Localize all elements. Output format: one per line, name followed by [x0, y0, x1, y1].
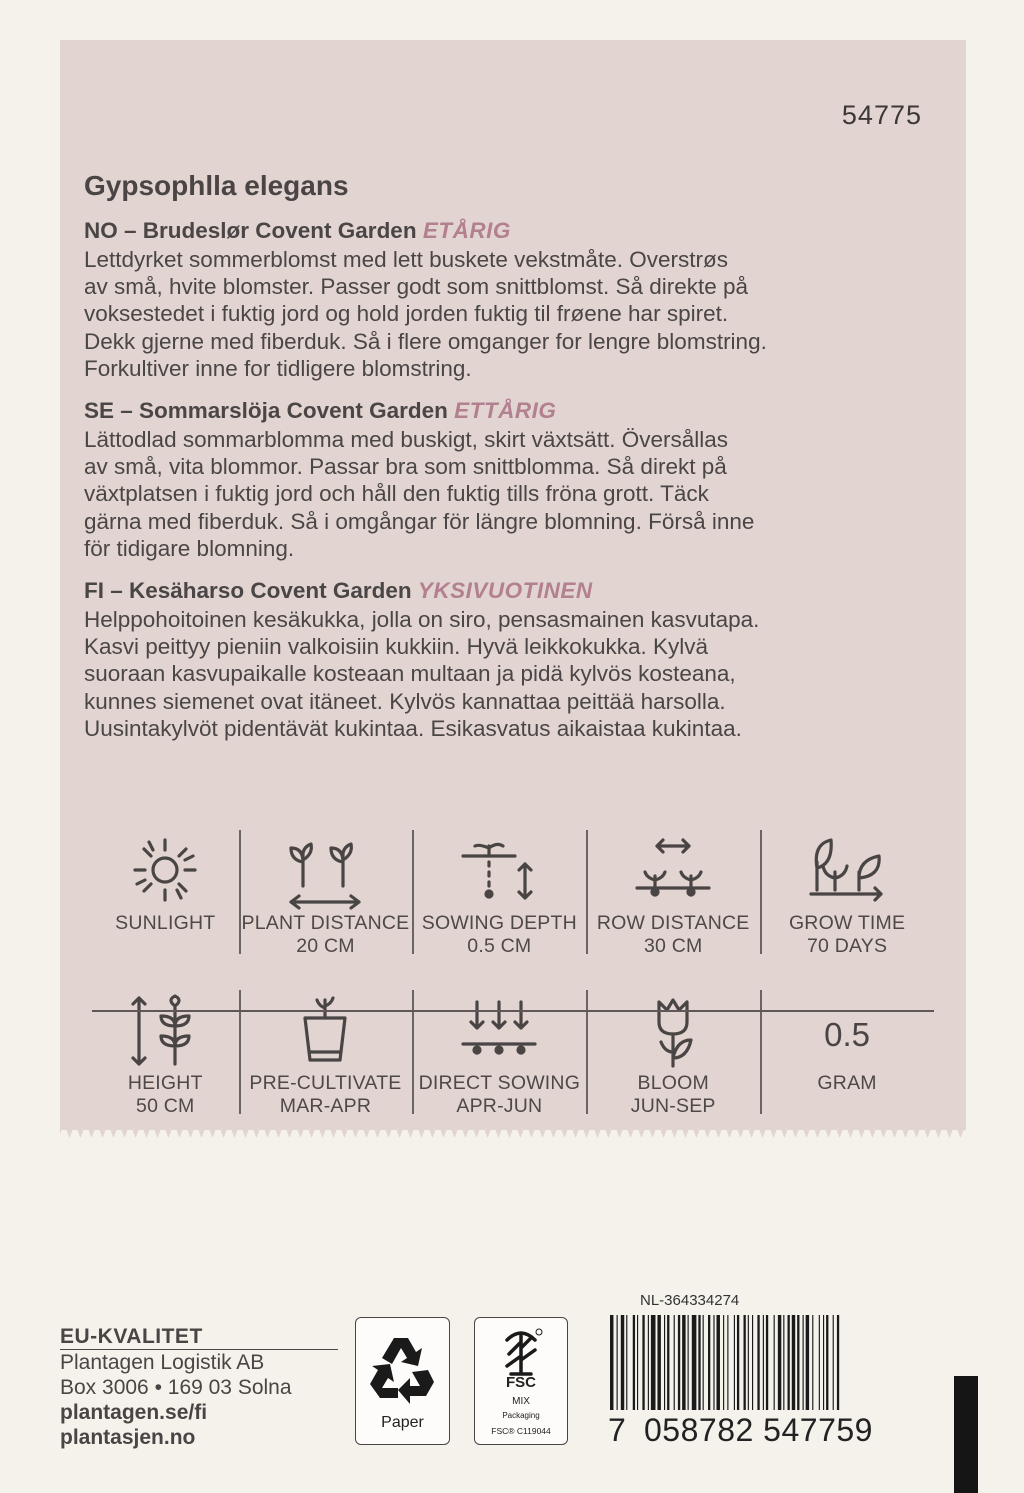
sku-number: 54775	[841, 100, 922, 130]
lang-heading	[84, 216, 954, 246]
lang-title: SE – Sommarslöja Covent Garden	[84, 398, 448, 424]
recycle-badge	[355, 1317, 450, 1445]
text-line: gärna med fiberduk. Så i omgångar för längre blomning. Förså inne	[84, 508, 755, 534]
spec-label: PLANT DISTANCE	[241, 912, 410, 934]
text-line: av små, hvite blomster. Passer godt som snittblomst. Så direkte på	[84, 274, 749, 300]
grow-time-icon	[807, 832, 887, 910]
text-line: suoraan kasvupaikalle kosteaan multaan ja pidä kylvös kosteana,	[84, 661, 736, 687]
spec-row-distance	[586, 830, 760, 957]
spec-gram	[760, 990, 934, 1114]
spec-divider	[92, 1010, 934, 1012]
row-distance-icon	[633, 832, 713, 910]
spec-sowing-depth	[412, 830, 586, 957]
lang-body	[84, 426, 954, 562]
fsc-tree-icon	[475, 1322, 567, 1382]
spec-caption	[760, 912, 934, 958]
text-line: Helppohoitoinen kesäkukka, jolla on siro, pensasmainen kasvutapa.	[84, 607, 760, 633]
sowing-depth-icon	[459, 832, 539, 910]
direct-sowing-icon	[459, 992, 539, 1070]
height-icon	[125, 992, 205, 1070]
barcode-number: 058782 547759	[644, 1412, 873, 1448]
spec-caption	[586, 912, 760, 958]
fsc-badge	[474, 1317, 568, 1445]
recycle-label: Paper	[381, 1414, 424, 1431]
barcode-digits	[608, 1412, 924, 1448]
spec-caption	[760, 1072, 934, 1095]
spec-label: GRAM	[817, 1072, 877, 1094]
lang-heading	[84, 576, 954, 606]
spec-value: APR-JUN	[456, 1095, 543, 1117]
spec-value: MAR-APR	[279, 1095, 372, 1117]
barcode-icon	[608, 1315, 928, 1415]
spec-caption	[92, 912, 239, 935]
spec-value: 0.5 CM	[467, 935, 532, 957]
lang-tag: ETÅRIG	[422, 218, 511, 243]
spec-label: ROW DISTANCE	[596, 912, 750, 934]
gram-value: 0.5	[824, 1016, 871, 1053]
spec-value: 20 CM	[296, 935, 355, 957]
fsc-packaging: Packaging	[502, 1411, 540, 1420]
description-no	[84, 216, 954, 382]
lang-tag: ETTÅRIG	[454, 398, 557, 424]
text-line: för tidigare blomning.	[84, 535, 295, 561]
species-name: Gypsophlla elegans	[84, 170, 349, 201]
spec-caption	[412, 912, 586, 958]
spec-label: BLOOM	[637, 1072, 709, 1094]
spec-value: 50 CM	[136, 1095, 195, 1117]
fsc-mix: MIX	[512, 1396, 530, 1407]
text-line: Uusintakylvöt pidentävät kukintaa. Esikasvatus aikaistaa kukintaa.	[84, 715, 742, 741]
website-fi: plantagen.se/fi	[60, 1401, 208, 1424]
spec-bloom	[586, 990, 760, 1117]
spec-row	[92, 830, 934, 957]
recycle-icon	[356, 1324, 449, 1414]
spec-caption	[239, 912, 413, 958]
tulip-icon	[633, 992, 713, 1070]
spec-value: JUN-SEP	[630, 1095, 716, 1117]
spec-caption	[92, 1072, 239, 1118]
spec-value: 70 DAYS	[806, 935, 888, 957]
sun-icon	[127, 832, 203, 908]
text-line: voksestedet i fuktig jord og hold jorden fuktig til frøene har spiret.	[84, 301, 729, 327]
plant-distance-icon	[285, 832, 365, 910]
company-address: Box 3006 • 169 03 Solna	[60, 1376, 292, 1399]
spec-value: 30 CM	[643, 935, 703, 957]
spec-direct-sowing	[412, 990, 586, 1117]
spec-caption	[239, 1072, 413, 1118]
text-line: kunnes siemenet ovat itäneet. Kylvös kannattaa peittää harsolla.	[84, 688, 726, 714]
text-line: Kasvi peittyy pieniin valkoisiin kukkiin. Hyvä leikkokukka. Kylvä	[84, 634, 709, 660]
registration-mark	[954, 1376, 978, 1493]
spec-row	[92, 990, 934, 1117]
lang-body	[84, 606, 954, 742]
spec-label: SOWING DEPTH	[421, 912, 577, 934]
nl-code: NL-364334274	[640, 1292, 740, 1309]
spec-caption	[412, 1072, 586, 1118]
text-line: Dekk gjerne med fiberduk. Så i flere omganger for lengre blomstring.	[84, 328, 767, 354]
quality-label: EU-KVALITET	[60, 1324, 338, 1350]
description-fi	[84, 576, 954, 742]
company-name: Plantagen Logistik AB	[60, 1351, 265, 1374]
lang-title: FI – Kesäharso Covent Garden	[84, 578, 412, 604]
spec-height	[92, 990, 239, 1117]
spec-grow-time	[760, 830, 934, 957]
spec-label: HEIGHT	[127, 1072, 203, 1094]
spec-sunlight	[92, 830, 239, 954]
spec-pre-cultivate	[239, 990, 413, 1117]
pot-icon	[285, 992, 365, 1070]
footer-address	[60, 1324, 338, 1450]
barcode-first-digit: 7	[608, 1412, 626, 1448]
website-no: plantasjen.no	[60, 1426, 196, 1449]
text-line: Lettdyrket sommerblomst med lett buskete vekstmåte. Overstrøs	[84, 247, 728, 272]
lang-tag: YKSIVUOTINEN	[417, 578, 593, 604]
spec-plant-distance	[239, 830, 413, 957]
lang-heading	[84, 396, 954, 426]
zigzag-edge	[60, 1118, 966, 1144]
fsc-logo-text: FSC	[506, 1374, 536, 1391]
spec-caption	[586, 1072, 760, 1118]
description-se	[84, 396, 954, 562]
product-info-panel	[60, 40, 966, 1130]
text-line: Lättodlad sommarblomma med buskigt, skirt växtsätt. Översållas	[84, 427, 728, 453]
descriptions	[84, 216, 954, 756]
spec-label: PRE-CULTIVATE	[249, 1072, 402, 1094]
text-line: växtplatsen i fuktig jord och håll den fuktig tills fröna grott. Täck	[84, 481, 709, 507]
spec-label: SUNLIGHT	[115, 912, 216, 934]
text-line: av små, vita blommor. Passar bra som snittblomma. Så direkt på	[84, 454, 727, 480]
fsc-code: FSC® C119044	[491, 1426, 551, 1436]
lang-body	[84, 246, 954, 382]
spec-label: DIRECT SOWING	[418, 1072, 581, 1094]
text-line: Forkultiver inne for tidligere blomstring.	[84, 355, 472, 381]
lang-title: NO – Brudeslør Covent Garden	[84, 218, 417, 243]
spec-grid	[92, 830, 934, 1117]
spec-label: GROW TIME	[788, 912, 906, 934]
